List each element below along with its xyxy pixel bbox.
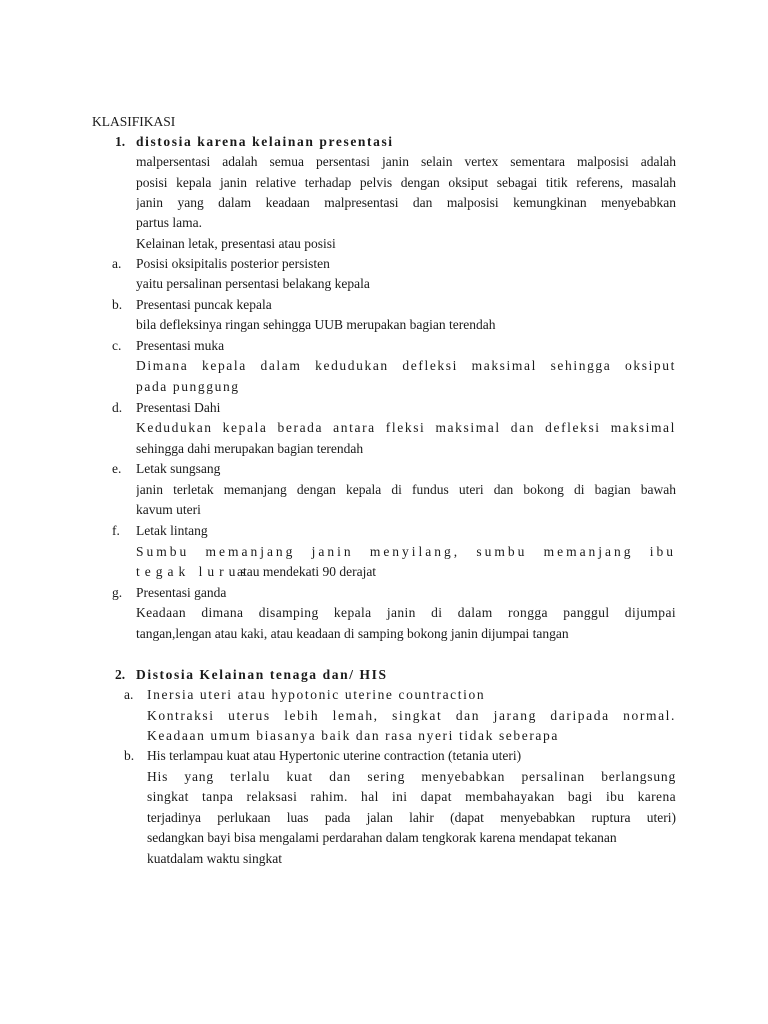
- list-item-title: Presentasi muka: [136, 338, 225, 353]
- intro-line: Kelainan letak, presentasi atau posisi: [136, 236, 336, 251]
- list-marker: e.: [112, 461, 122, 476]
- list-item-title: Letak lintang: [136, 523, 208, 538]
- list-marker: d.: [112, 400, 123, 415]
- list-item-desc: pada punggung: [136, 379, 240, 394]
- list-item-desc: Kontraksi uterus lebih lemah, singkat dan jarang daripada normal.: [147, 708, 676, 723]
- list-item-desc: His yang terlalu kuat dan sering menyebabkan persalinan berlangsung: [147, 769, 676, 784]
- list-item-desc: bila defleksinya ringan sehingga UUB merupakan bagian terendah: [136, 317, 496, 332]
- list-item-title: Letak sungsang: [136, 461, 221, 476]
- list-item-title: Posisi oksipitalis posterior persisten: [136, 256, 330, 271]
- list-item-desc: tangan,lengan atau kaki, atau keadaan di samping bokong janin dijumpai tangan: [136, 626, 569, 641]
- list-item-title: Presentasi puncak kepala: [136, 297, 272, 312]
- list-item-desc: kuatdalam waktu singkat: [147, 851, 282, 866]
- list-item-desc: terjadinya perlukaan luas pada jalan lahir (dapat menyebabkan ruptura uteri): [147, 810, 676, 825]
- section-1-title: distosia karena kelainan presentasi: [136, 134, 394, 149]
- list-item-desc: janin terletak memanjang dengan kepala di fundus uteri dan bokong di bagian bawah: [136, 482, 676, 497]
- list-item-desc: singkat tanpa relaksasi rahim. hal ini dapat membahayakan bagi ibu karena: [147, 789, 676, 804]
- section-1-number: 1.: [115, 134, 126, 149]
- intro-line: janin yang dalam keadaan malpresentasi dan malposisi kemungkinan menyebabkan: [136, 195, 676, 210]
- list-item-desc: Keadaan dimana disamping kepala janin di dalam rongga panggul dijumpai: [136, 605, 676, 620]
- section-2-title: Distosia Kelainan tenaga dan/ HIS: [136, 667, 388, 682]
- list-marker: b.: [124, 748, 135, 763]
- list-item-desc: atau mendekati 90 derajat: [237, 564, 377, 579]
- section-2-number: 2.: [115, 667, 126, 682]
- document-heading: KLASIFIKASI: [92, 114, 176, 129]
- list-item-title: His terlampau kuat atau Hypertonic uterine contraction (tetania uteri): [147, 748, 522, 763]
- list-marker: a.: [124, 687, 134, 702]
- list-marker: f.: [112, 523, 120, 538]
- list-marker: a.: [112, 256, 122, 271]
- list-item-desc: Kedudukan kepala berada antara fleksi maksimal dan defleksi maksimal: [136, 420, 676, 435]
- list-item-desc: Sumbu memanjang janin menyilang, sumbu memanjang ibu: [136, 544, 676, 559]
- list-marker: g.: [112, 585, 123, 600]
- list-item-title: Presentasi ganda: [136, 585, 227, 600]
- intro-line: malpersentasi adalah semua persentasi janin selain vertex sementara malposisi adalah: [136, 154, 676, 169]
- list-item-desc: sedangkan bayi bisa mengalami perdarahan dalam tengkorak karena mendapat tekanan: [147, 830, 617, 845]
- list-item-desc: Dimana kepala dalam kedudukan defleksi maksimal sehingga oksiput: [136, 358, 676, 373]
- list-item-desc: Keadaan umum biasanya baik dan rasa nyeri tidak seberapa: [147, 728, 559, 743]
- intro-line: posisi kepala janin relative terhadap pelvis dengan oksiput sebagai titik referens, masalah: [136, 175, 676, 190]
- intro-line: partus lama.: [136, 215, 202, 230]
- list-item-title: Presentasi Dahi: [136, 400, 221, 415]
- list-marker: c.: [112, 338, 122, 353]
- list-item-desc: sehingga dahi merupakan bagian terendah: [136, 441, 364, 456]
- list-item-title: Inersia uteri atau hypotonic uterine countraction: [147, 687, 486, 702]
- list-item-desc: tegak lurus: [136, 564, 251, 579]
- list-item-desc: kavum uteri: [136, 502, 201, 517]
- list-marker: b.: [112, 297, 123, 312]
- list-item-desc: yaitu persalinan persentasi belakang kepala: [136, 276, 370, 291]
